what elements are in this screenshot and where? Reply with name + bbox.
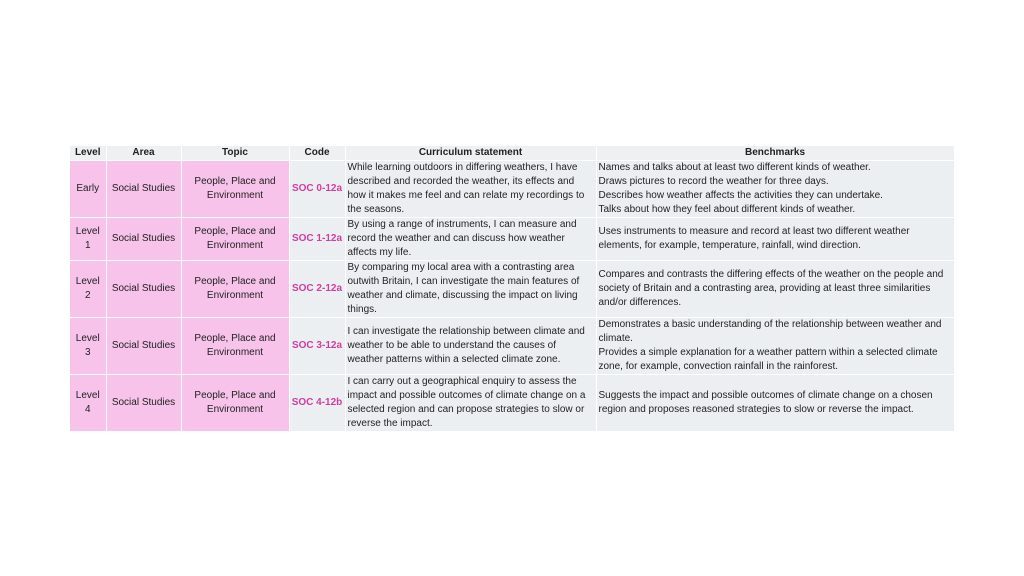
header-level: Level bbox=[70, 146, 106, 161]
benchmark-item: Uses instruments to measure and record at least two different weather elements, for example, temperature, rainfall, wind direction. bbox=[598, 226, 910, 251]
header-topic: Topic bbox=[181, 146, 289, 161]
table-header-row bbox=[70, 146, 954, 161]
topic-cell: People, Place and Environment bbox=[181, 261, 289, 318]
area-cell: Social Studies bbox=[106, 375, 181, 432]
curriculum-table bbox=[70, 146, 955, 432]
benchmarks-cell bbox=[596, 161, 954, 218]
table-row bbox=[70, 318, 954, 375]
benchmarks-cell bbox=[596, 375, 954, 432]
level-cell: Early bbox=[70, 161, 106, 218]
benchmark-item: Names and talks about at least two different kinds of weather. bbox=[598, 162, 871, 173]
benchmarks-cell bbox=[596, 218, 954, 261]
header-benchmarks: Benchmarks bbox=[596, 146, 954, 161]
code-cell: SOC 4-12b bbox=[289, 375, 345, 432]
table-row bbox=[70, 218, 954, 261]
statement-cell: I can carry out a geographical enquiry to assess the impact and possible outcomes of climate change on a selected region and can propose strategies to slow or reverse the impact. bbox=[345, 375, 596, 432]
area-cell: Social Studies bbox=[106, 218, 181, 261]
statement-cell: By using a range of instruments, I can measure and record the weather and can discuss how weather affects my life. bbox=[345, 218, 596, 261]
table-row bbox=[70, 161, 954, 218]
benchmark-item: Draws pictures to record the weather for three days. bbox=[598, 176, 829, 187]
table-row bbox=[70, 261, 954, 318]
code-cell: SOC 2-12a bbox=[289, 261, 345, 318]
benchmark-item: Talks about how they feel about different kinds of weather. bbox=[598, 204, 856, 215]
header-curriculum-statement: Curriculum statement bbox=[345, 146, 596, 161]
header-area: Area bbox=[106, 146, 181, 161]
statement-cell: While learning outdoors in differing weathers, I have described and recorded the weather, its effects and how it makes me feel and can relate my recordings to the seasons. bbox=[345, 161, 596, 218]
benchmark-item: Suggests the impact and possible outcomes of climate change on a chosen region and proposes reasoned strategies to slow or reverse the impact. bbox=[598, 390, 933, 415]
area-cell: Social Studies bbox=[106, 318, 181, 375]
statement-cell: I can investigate the relationship between climate and weather to be able to understand the causes of weather patterns within a selected climate zone. bbox=[345, 318, 596, 375]
statement-cell: By comparing my local area with a contrasting area outwith Britain, I can investigate the main features of weather and climate, discussing the impact on living things. bbox=[345, 261, 596, 318]
level-cell: Level 3 bbox=[70, 318, 106, 375]
benchmark-item: Demonstrates a basic understanding of the relationship between weather and climate. bbox=[598, 319, 942, 344]
topic-cell: People, Place and Environment bbox=[181, 375, 289, 432]
topic-cell: People, Place and Environment bbox=[181, 218, 289, 261]
code-cell: SOC 3-12a bbox=[289, 318, 345, 375]
header-code: Code bbox=[289, 146, 345, 161]
area-cell: Social Studies bbox=[106, 161, 181, 218]
code-cell: SOC 1-12a bbox=[289, 218, 345, 261]
benchmark-item: Provides a simple explanation for a weather pattern within a selected climate zone, for example, convection rainfall in the rainforest. bbox=[598, 347, 938, 372]
level-cell: Level 4 bbox=[70, 375, 106, 432]
benchmark-item: Compares and contrasts the differing effects of the weather on the people and society of Britain and a contrasting area, providing at least three similarities and/or differences. bbox=[598, 269, 944, 308]
area-cell: Social Studies bbox=[106, 261, 181, 318]
benchmark-item: Describes how weather affects the activities they can undertake. bbox=[598, 190, 883, 201]
level-cell: Level 2 bbox=[70, 261, 106, 318]
benchmarks-cell bbox=[596, 261, 954, 318]
table-row bbox=[70, 375, 954, 432]
level-cell: Level 1 bbox=[70, 218, 106, 261]
code-cell: SOC 0-12a bbox=[289, 161, 345, 218]
topic-cell: People, Place and Environment bbox=[181, 318, 289, 375]
topic-cell: People, Place and Environment bbox=[181, 161, 289, 218]
benchmarks-cell bbox=[596, 318, 954, 375]
